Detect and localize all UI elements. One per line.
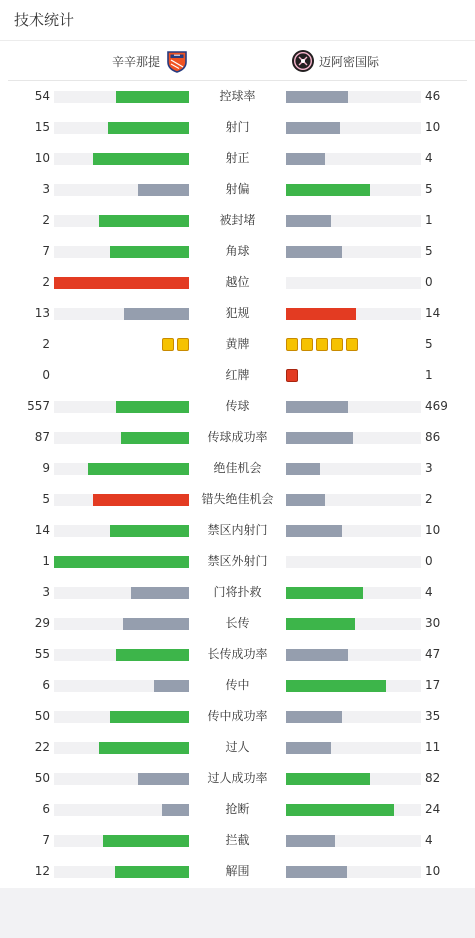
home-bar (93, 153, 189, 165)
stat-label: 黄牌 (225, 337, 250, 351)
home-value: 3 (42, 585, 50, 599)
home-value: 12 (34, 864, 50, 878)
stat-row (0, 422, 475, 453)
home-team-name: 辛辛那提 (111, 54, 160, 69)
away-bar-track (286, 525, 421, 537)
away-bar (286, 122, 340, 134)
away-bar (286, 184, 370, 196)
away-value: 35 (425, 709, 441, 723)
home-bar (110, 711, 189, 723)
away-bar-track (286, 401, 421, 413)
home-bar (54, 277, 189, 289)
stat-row (0, 267, 475, 298)
stat-row (0, 143, 475, 174)
stat-label: 控球率 (219, 89, 256, 103)
stat-label: 被封堵 (219, 213, 256, 227)
away-value: 46 (425, 89, 441, 103)
stat-row (0, 174, 475, 205)
stat-label: 传中成功率 (207, 709, 268, 723)
stat-row (0, 639, 475, 670)
stat-label: 抢断 (225, 802, 250, 816)
away-value: 1 (425, 368, 433, 382)
home-bar (116, 91, 189, 103)
yellow-card-icon (331, 338, 343, 351)
away-bar (286, 773, 370, 785)
home-value: 14 (34, 523, 50, 537)
home-bar (93, 494, 189, 506)
away-bar (286, 215, 331, 227)
home-team[interactable] (112, 49, 189, 73)
away-value: 1 (425, 213, 433, 227)
away-value: 10 (425, 523, 441, 537)
stats-list (0, 81, 475, 887)
away-bar (286, 308, 356, 320)
away-bar (286, 587, 363, 599)
home-bar-track (54, 277, 189, 289)
stat-row (0, 763, 475, 794)
away-team-name: 迈阿密国际 (319, 54, 380, 69)
home-value: 7 (42, 833, 50, 847)
stat-label: 拦截 (225, 833, 250, 847)
away-cards (286, 338, 358, 352)
home-bar (110, 246, 189, 258)
home-bar (54, 556, 189, 568)
home-bar-track (54, 618, 189, 630)
red-card-icon (286, 369, 298, 382)
home-bar (99, 742, 189, 754)
away-value: 24 (425, 802, 441, 816)
home-bar-track (54, 215, 189, 227)
home-bar (154, 680, 189, 692)
stat-row (0, 825, 475, 856)
away-cards (286, 369, 298, 383)
home-bar-track (54, 122, 189, 134)
stat-label: 过人 (225, 740, 250, 754)
away-bar-track (286, 680, 421, 692)
yellow-card-icon (346, 338, 358, 351)
home-bar-track (54, 711, 189, 723)
away-bar (286, 649, 348, 661)
away-bar-track (286, 184, 421, 196)
away-bar (286, 494, 325, 506)
page-title: 技术统计 (14, 11, 75, 29)
home-bar-track (54, 866, 189, 878)
home-bar (123, 618, 189, 630)
home-value: 87 (34, 430, 50, 444)
stat-label: 禁区外射门 (207, 554, 268, 568)
away-bar (286, 742, 331, 754)
away-value: 4 (425, 151, 433, 165)
home-bar (138, 773, 189, 785)
stat-row (0, 608, 475, 639)
home-bar (124, 308, 189, 320)
away-value: 82 (425, 771, 441, 785)
home-bar (115, 866, 189, 878)
stat-row (0, 112, 475, 143)
away-bar-track (286, 711, 421, 723)
stat-row (0, 205, 475, 236)
home-bar-track (54, 494, 189, 506)
home-bar-track (54, 401, 189, 413)
yellow-card-icon (316, 338, 328, 351)
yellow-card-icon (286, 338, 298, 351)
away-team[interactable] (291, 49, 379, 73)
home-bar (103, 835, 189, 847)
yellow-card-icon (177, 338, 189, 351)
stat-row (0, 546, 475, 577)
stat-label: 错失绝佳机会 (201, 492, 274, 506)
home-bar (110, 525, 189, 537)
away-bar (286, 246, 342, 258)
home-bar (131, 587, 189, 599)
away-bar-track (286, 215, 421, 227)
home-bar (116, 649, 189, 661)
home-value: 1 (42, 554, 50, 568)
stat-row (0, 701, 475, 732)
home-bar (108, 122, 189, 134)
away-bar (286, 153, 325, 165)
home-bar (99, 215, 189, 227)
home-value: 50 (34, 771, 50, 785)
away-bar (286, 804, 394, 816)
away-bar-track (286, 835, 421, 847)
home-value: 22 (34, 740, 50, 754)
stat-row (0, 329, 475, 360)
away-bar (286, 525, 342, 537)
home-bar-track (54, 804, 189, 816)
away-value: 14 (425, 306, 441, 320)
away-value: 5 (425, 182, 433, 196)
home-value: 557 (27, 399, 50, 413)
teams-header (8, 41, 467, 81)
away-value: 86 (425, 430, 441, 444)
away-bar (286, 835, 335, 847)
away-value: 3 (425, 461, 433, 475)
away-value: 4 (425, 585, 433, 599)
away-bar-track (286, 122, 421, 134)
home-bar-track (54, 525, 189, 537)
home-value: 0 (42, 368, 50, 382)
stat-label: 长传成功率 (207, 647, 268, 661)
stat-label: 射偏 (225, 182, 250, 196)
home-bar-track (54, 308, 189, 320)
stat-row (0, 81, 475, 112)
home-value: 9 (42, 461, 50, 475)
stat-label: 犯规 (225, 306, 250, 320)
away-bar-track (286, 618, 421, 630)
stat-label: 门将扑救 (213, 585, 262, 599)
away-value: 5 (425, 337, 433, 351)
away-value: 5 (425, 244, 433, 258)
stat-row (0, 298, 475, 329)
away-value: 47 (425, 647, 441, 661)
yellow-card-icon (162, 338, 174, 351)
away-value: 4 (425, 833, 433, 847)
stat-row (0, 360, 475, 391)
away-bar-track (286, 587, 421, 599)
home-bar-track (54, 432, 189, 444)
stat-label: 禁区内射门 (207, 523, 268, 537)
home-bar-track (54, 680, 189, 692)
away-bar (286, 711, 342, 723)
fc-cincinnati-crest-icon (165, 49, 189, 73)
away-bar-track (286, 432, 421, 444)
away-bar-track (286, 494, 421, 506)
stat-label: 过人成功率 (207, 771, 268, 785)
away-bar (286, 680, 386, 692)
home-value: 54 (34, 89, 50, 103)
stat-row (0, 515, 475, 546)
away-bar (286, 463, 320, 475)
home-value: 13 (34, 306, 50, 320)
home-bar (116, 401, 189, 413)
away-bar-track (286, 277, 421, 289)
home-bar-track (54, 556, 189, 568)
stat-label: 解围 (225, 864, 250, 878)
stat-row (0, 794, 475, 825)
home-value: 55 (34, 647, 50, 661)
home-value: 6 (42, 802, 50, 816)
home-value: 6 (42, 678, 50, 692)
home-value: 3 (42, 182, 50, 196)
away-bar-track (286, 463, 421, 475)
away-bar-track (286, 91, 421, 103)
home-bar-track (54, 153, 189, 165)
home-bar-track (54, 184, 189, 196)
stat-row (0, 236, 475, 267)
home-value: 2 (42, 337, 50, 351)
stat-row (0, 453, 475, 484)
away-value: 10 (425, 864, 441, 878)
home-value: 10 (34, 151, 50, 165)
away-value: 469 (425, 399, 448, 413)
away-bar (286, 866, 347, 878)
stat-row (0, 670, 475, 701)
home-cards (162, 338, 189, 352)
stat-label: 长传 (225, 616, 250, 630)
home-bar-track (54, 649, 189, 661)
yellow-card-icon (301, 338, 313, 351)
home-bar-track (54, 246, 189, 258)
stat-label: 射门 (225, 120, 250, 134)
home-bar-track (54, 835, 189, 847)
home-bar (121, 432, 189, 444)
stat-label: 传中 (225, 678, 250, 692)
away-bar (286, 91, 348, 103)
stat-label: 越位 (225, 275, 250, 289)
home-value: 2 (42, 213, 50, 227)
away-bar-track (286, 773, 421, 785)
away-bar-track (286, 866, 421, 878)
home-bar-track (54, 773, 189, 785)
home-bar-track (54, 463, 189, 475)
home-value: 7 (42, 244, 50, 258)
away-value: 10 (425, 120, 441, 134)
home-value: 5 (42, 492, 50, 506)
away-bar-track (286, 153, 421, 165)
home-value: 29 (34, 616, 50, 630)
away-bar (286, 432, 353, 444)
away-bar-track (286, 804, 421, 816)
stat-label: 传球成功率 (207, 430, 268, 444)
home-bar (162, 804, 189, 816)
stat-label: 红牌 (225, 368, 250, 382)
stat-label: 传球 (225, 399, 250, 413)
away-bar (286, 618, 355, 630)
away-value: 2 (425, 492, 433, 506)
away-value: 0 (425, 275, 433, 289)
stat-label: 射正 (225, 151, 250, 165)
stat-label: 角球 (225, 244, 250, 258)
away-value: 30 (425, 616, 441, 630)
home-bar (138, 184, 189, 196)
away-bar-track (286, 649, 421, 661)
stat-row (0, 391, 475, 422)
home-bar-track (54, 91, 189, 103)
stat-row (0, 577, 475, 608)
home-bar-track (54, 742, 189, 754)
away-bar-track (286, 308, 421, 320)
home-value: 2 (42, 275, 50, 289)
away-bar-track (286, 246, 421, 258)
away-bar-track (286, 742, 421, 754)
away-bar-track (286, 556, 421, 568)
away-value: 17 (425, 678, 441, 692)
away-bar (286, 401, 348, 413)
inter-miami-crest-icon (291, 49, 315, 73)
home-value: 50 (34, 709, 50, 723)
stat-row (0, 484, 475, 515)
away-value: 11 (425, 740, 441, 754)
stat-label: 绝佳机会 (213, 461, 262, 475)
stat-row (0, 732, 475, 763)
stat-row (0, 856, 475, 887)
home-value: 15 (34, 120, 50, 134)
home-bar-track (54, 587, 189, 599)
away-value: 0 (425, 554, 433, 568)
home-bar (88, 463, 189, 475)
